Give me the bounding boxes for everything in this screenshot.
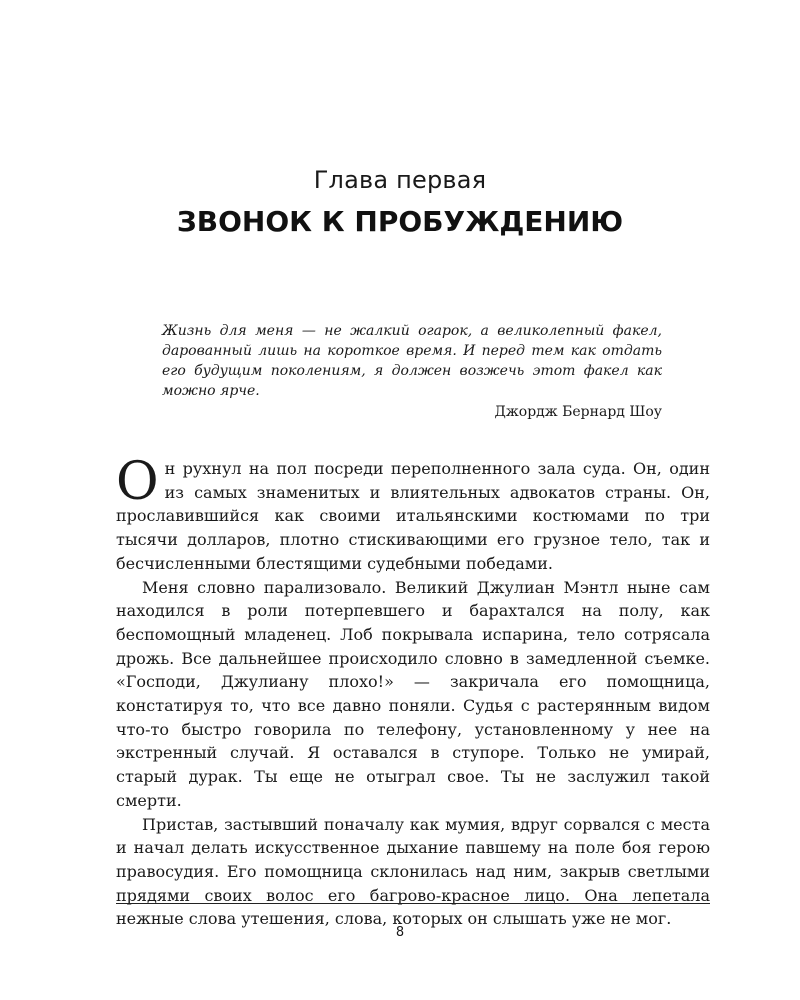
chapter-label: Глава первая xyxy=(313,166,487,194)
paragraph-1 xyxy=(116,452,710,576)
page-number: 8 xyxy=(395,925,405,940)
drop-cap: О xyxy=(116,452,159,512)
footer-divider xyxy=(116,903,710,904)
epigraph-author: Джордж Бернард Шоу xyxy=(494,404,662,420)
paragraph-1-text: н рухнул на пол посреди переполненного зала суда. Он, один из самых знаменитых и влиятельных адвокатов страны. Он, прославившийся как своими итальянскими костюмами по три тысячи долларов, плотно стискивающими его грузное тело, так и бесчисленными блестящими судебными победами. xyxy=(116,459,710,573)
paragraph-3: Пристав, застывший поначалу как мумия, вдруг сорвался с места и начал делать искусственное дыхание павшему на поле боя герою правосудия. Его помощница склонилась над ним, закрыв светлыми прядями своих волос его багрово-красное лицо. Она лепетала нежные слова утешения, слова, которых он слышать уже не мог. xyxy=(116,814,710,929)
paragraph-2: Меня словно парализовало. Великий Джулиан Мэнтл ныне сам находился в роли потерпевшего и барахтался на полу, как беспомощный младенец. Лоб покрывала испарина, тело сотрясала дрожь. Все дальнейшее происходило словно в замедленной съемке. «Господи, Джулиану плохо!» — закричала его помощница, констатируя то, что все давно поняли. Судья с растерянным видом что-то быстро говорила по телефону, установленному у нее на экстренный случай. Я оставался в ступоре. Только не умирай, старый дурак. Ты еще не отыграл свое. Ты не заслужил такой смерти. xyxy=(116,577,710,810)
epigraph-quote: Жизнь для меня — не жалкий огарок, а великолепный факел, дарованный лишь на короткое время. И перед тем как отдать его будущим поколениям, я должен возжечь этот факел как можно ярче. xyxy=(162,323,662,399)
chapter-body xyxy=(116,452,710,931)
chapter-title: ЗВОНОК К ПРОБУЖДЕНИЮ xyxy=(176,205,624,238)
